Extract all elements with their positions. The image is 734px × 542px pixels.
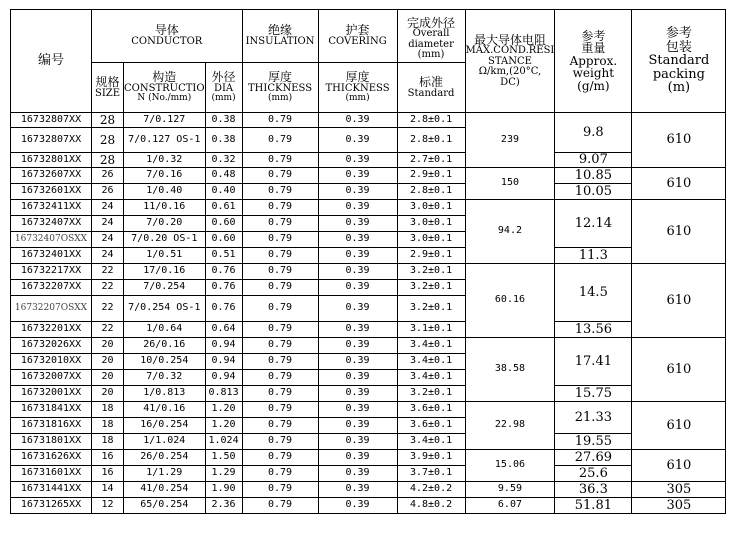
cell-size: 18 [92, 402, 124, 418]
cell-packing: 305 [632, 498, 726, 514]
cell-id: 16731265XX [11, 498, 92, 514]
header-std-cn: 标准 [419, 74, 444, 89]
cell-size: 16 [92, 450, 124, 466]
table-row [11, 450, 726, 466]
cell-ins-thickness: 0.79 [242, 466, 318, 482]
cell-weight: 27.69 [555, 450, 632, 466]
cell-dia: 0.61 [205, 200, 242, 216]
header-cov-thk-unit: (mm) [345, 93, 370, 104]
cell-id: 16732401XX [11, 248, 92, 264]
cell-cov-thickness: 0.39 [318, 482, 397, 498]
cell-ins-thickness: 0.79 [242, 128, 318, 153]
cell-cov-thickness: 0.39 [318, 153, 397, 168]
cell-ins-thickness: 0.79 [242, 264, 318, 280]
cell-overall-diameter: 3.0±0.1 [397, 200, 465, 216]
cell-weight: 9.07 [555, 153, 632, 168]
cell-id: 16732207OSXX [11, 296, 92, 322]
cell-resistance: 239 [465, 113, 555, 168]
cell-construction: 16/0.254 [124, 418, 206, 434]
cell-cov-thickness: 0.39 [318, 386, 397, 402]
cell-cov-thickness: 0.39 [318, 434, 397, 450]
cell-ins-thickness: 0.79 [242, 153, 318, 168]
cell-overall-diameter: 4.8±0.2 [397, 498, 465, 514]
header-size [92, 63, 124, 113]
cell-weight: 51.81 [555, 498, 632, 514]
header-overall-en3: (mm) [417, 49, 445, 61]
cell-packing: 610 [632, 450, 726, 482]
cell-overall-diameter: 2.8±0.1 [397, 128, 465, 153]
cell-construction: 65/0.254 [124, 498, 206, 514]
cell-overall-diameter: 2.7±0.1 [397, 153, 465, 168]
header-insulation [242, 10, 318, 63]
header-constr-cn: 构造 [152, 70, 177, 85]
cell-size: 24 [92, 200, 124, 216]
cell-construction: 7/0.254 OS-1 [124, 296, 206, 322]
cell-weight: 19.55 [555, 434, 632, 450]
header-dia [205, 63, 242, 113]
header-weight-en1: Approx. [569, 53, 618, 68]
table-row [11, 466, 726, 482]
header-maxres-en1: MAX.COND.RESI [465, 45, 555, 57]
cell-weight: 10.85 [555, 168, 632, 184]
cell-cov-thickness: 0.39 [318, 113, 397, 128]
table-row [11, 338, 726, 354]
cell-size: 18 [92, 434, 124, 450]
cell-dia: 0.94 [205, 354, 242, 370]
cell-size: 28 [92, 128, 124, 153]
cell-weight: 13.56 [555, 322, 632, 338]
cell-construction: 1/0.813 [124, 386, 206, 402]
header-row-1 [11, 10, 726, 63]
cell-ins-thickness: 0.79 [242, 386, 318, 402]
cell-dia: 0.38 [205, 113, 242, 128]
header-pack-en1: Standard [648, 53, 710, 69]
cell-size: 26 [92, 184, 124, 200]
cell-ins-thickness: 0.79 [242, 354, 318, 370]
cell-ins-thickness: 0.79 [242, 184, 318, 200]
cell-dia: 0.40 [205, 184, 242, 200]
cell-resistance: 6.07 [465, 498, 555, 514]
cell-ins-thickness: 0.79 [242, 450, 318, 466]
cell-ins-thickness: 0.79 [242, 248, 318, 264]
cell-id: 16731626XX [11, 450, 92, 466]
header-overall-cn: 完成外径 [407, 15, 456, 30]
cell-ins-thickness: 0.79 [242, 232, 318, 248]
header-weight-cn1: 参考 [581, 28, 606, 43]
header-cov-thickness [318, 63, 397, 113]
cell-overall-diameter: 3.2±0.1 [397, 296, 465, 322]
cell-packing: 610 [632, 168, 726, 200]
cell-size: 28 [92, 153, 124, 168]
cell-construction: 11/0.16 [124, 200, 206, 216]
cell-weight: 9.8 [555, 113, 632, 153]
cell-packing: 610 [632, 200, 726, 264]
cell-dia: 0.76 [205, 280, 242, 296]
cell-ins-thickness: 0.79 [242, 418, 318, 434]
cell-dia: 0.32 [205, 153, 242, 168]
cell-construction: 41/0.254 [124, 482, 206, 498]
cell-cov-thickness: 0.39 [318, 466, 397, 482]
table-row [11, 200, 726, 216]
header-pack-en3: (m) [667, 80, 691, 96]
cell-dia: 0.64 [205, 322, 242, 338]
cell-cov-thickness: 0.39 [318, 296, 397, 322]
cell-resistance: 38.58 [465, 338, 555, 402]
header-cov-thk-en: THICKNESS [325, 82, 390, 94]
header-maxres-en2: STANCE [488, 55, 532, 67]
cell-construction: 1/0.40 [124, 184, 206, 200]
cell-packing: 610 [632, 338, 726, 402]
cell-cov-thickness: 0.39 [318, 232, 397, 248]
cell-id: 16732807XX [11, 113, 92, 128]
cell-id: 16732026XX [11, 338, 92, 354]
cell-construction: 1/0.32 [124, 153, 206, 168]
cell-id: 16732010XX [11, 354, 92, 370]
header-insulation-cn: 绝缘 [268, 23, 293, 38]
cell-resistance: 150 [465, 168, 555, 200]
header-pack-cn1: 参考 [665, 25, 692, 41]
cell-cov-thickness: 0.39 [318, 200, 397, 216]
cell-size: 20 [92, 386, 124, 402]
cell-weight: 12.14 [555, 200, 632, 248]
cell-size: 20 [92, 370, 124, 386]
header-dia-cn: 外径 [211, 70, 236, 85]
cell-overall-diameter: 2.8±0.1 [397, 184, 465, 200]
header-covering-cn: 护套 [345, 23, 370, 38]
table-row [11, 168, 726, 184]
cell-id: 16731816XX [11, 418, 92, 434]
cell-weight: 11.3 [555, 248, 632, 264]
header-dia-en1: DIA [213, 82, 234, 94]
cell-overall-diameter: 3.4±0.1 [397, 370, 465, 386]
cell-weight: 14.5 [555, 264, 632, 322]
cell-size: 24 [92, 232, 124, 248]
cell-dia: 1.024 [205, 434, 242, 450]
cell-dia: 0.38 [205, 128, 242, 153]
header-weight [555, 10, 632, 113]
cell-packing: 610 [632, 264, 726, 338]
header-pack-cn2: 包装 [665, 39, 692, 55]
header-cov-thk-cn: 厚度 [345, 70, 370, 85]
cell-construction: 17/0.16 [124, 264, 206, 280]
cell-cov-thickness: 0.39 [318, 450, 397, 466]
cell-overall-diameter: 3.6±0.1 [397, 418, 465, 434]
cell-id: 16731801XX [11, 434, 92, 450]
cell-weight: 15.75 [555, 386, 632, 402]
header-size-cn: 规格 [95, 74, 120, 89]
cell-id: 16732807XX [11, 128, 92, 153]
cell-overall-diameter: 3.2±0.1 [397, 264, 465, 280]
cell-weight: 36.3 [555, 482, 632, 498]
cell-overall-diameter: 3.7±0.1 [397, 466, 465, 482]
cell-overall-diameter: 2.8±0.1 [397, 113, 465, 128]
cell-dia: 1.20 [205, 402, 242, 418]
cell-id: 16732001XX [11, 386, 92, 402]
cell-dia: 1.29 [205, 466, 242, 482]
header-packing [632, 10, 726, 113]
cell-resistance: 60.16 [465, 264, 555, 338]
cell-construction: 7/0.20 OS-1 [124, 232, 206, 248]
table-row [11, 386, 726, 402]
cell-overall-diameter: 3.2±0.1 [397, 280, 465, 296]
cell-dia: 1.90 [205, 482, 242, 498]
header-overall-en1: Overall [412, 28, 450, 40]
cell-weight: 21.33 [555, 402, 632, 434]
cell-id: 16731601XX [11, 466, 92, 482]
cell-cov-thickness: 0.39 [318, 168, 397, 184]
cell-ins-thickness: 0.79 [242, 216, 318, 232]
cell-weight: 10.05 [555, 184, 632, 200]
table-row [11, 153, 726, 168]
cell-resistance: 15.06 [465, 450, 555, 482]
cell-overall-diameter: 3.6±0.1 [397, 402, 465, 418]
table-row [11, 482, 726, 498]
cell-construction: 1/1.024 [124, 434, 206, 450]
cell-size: 28 [92, 113, 124, 128]
cell-ins-thickness: 0.79 [242, 370, 318, 386]
cell-overall-diameter: 3.4±0.1 [397, 354, 465, 370]
header-ins-thk-en: THICKNESS [248, 82, 313, 94]
cell-construction: 26/0.254 [124, 450, 206, 466]
table-row [11, 322, 726, 338]
cell-ins-thickness: 0.79 [242, 482, 318, 498]
cell-ins-thickness: 0.79 [242, 338, 318, 354]
cell-cov-thickness: 0.39 [318, 264, 397, 280]
cell-dia: 0.60 [205, 216, 242, 232]
cell-construction: 7/0.20 [124, 216, 206, 232]
cell-cov-thickness: 0.39 [318, 354, 397, 370]
header-weight-cn2: 重量 [581, 41, 606, 56]
cell-resistance: 9.59 [465, 482, 555, 498]
table-row [11, 264, 726, 280]
header-constr-en1: CONSTRUCTIO [124, 82, 205, 94]
cell-overall-diameter: 2.9±0.1 [397, 168, 465, 184]
cell-id: 16732407OSXX [11, 232, 92, 248]
cell-ins-thickness: 0.79 [242, 200, 318, 216]
cell-ins-thickness: 0.79 [242, 402, 318, 418]
table-row [11, 248, 726, 264]
cell-size: 22 [92, 280, 124, 296]
cell-overall-diameter: 4.2±0.2 [397, 482, 465, 498]
cell-construction: 10/0.254 [124, 354, 206, 370]
header-overall-diameter [397, 10, 465, 63]
header-maxres-en4: DC) [500, 76, 520, 88]
cell-construction: 7/0.254 [124, 280, 206, 296]
header-overall-en2: diameter [408, 38, 454, 50]
header-construction [124, 63, 206, 113]
cell-id: 16731441XX [11, 482, 92, 498]
cell-overall-diameter: 3.0±0.1 [397, 216, 465, 232]
cell-ins-thickness: 0.79 [242, 280, 318, 296]
cell-id: 16732411XX [11, 200, 92, 216]
header-maxres-en3: Ω/km,(20°C, [478, 66, 542, 78]
cell-size: 20 [92, 354, 124, 370]
cell-size: 22 [92, 322, 124, 338]
cell-construction: 1/0.64 [124, 322, 206, 338]
cell-size: 22 [92, 264, 124, 280]
cell-cov-thickness: 0.39 [318, 184, 397, 200]
cell-cov-thickness: 0.39 [318, 370, 397, 386]
cell-ins-thickness: 0.79 [242, 434, 318, 450]
cell-overall-diameter: 3.1±0.1 [397, 322, 465, 338]
cell-construction: 1/0.51 [124, 248, 206, 264]
cell-id: 16732217XX [11, 264, 92, 280]
cable-spec-table [10, 9, 726, 514]
cell-overall-diameter: 3.9±0.1 [397, 450, 465, 466]
cell-dia: 0.94 [205, 338, 242, 354]
cell-id: 16732601XX [11, 184, 92, 200]
table-row [11, 498, 726, 514]
cell-ins-thickness: 0.79 [242, 322, 318, 338]
cell-dia: 0.60 [205, 232, 242, 248]
header-ins-thickness [242, 63, 318, 113]
cell-id: 16731841XX [11, 402, 92, 418]
header-max-resistance [465, 10, 555, 113]
cell-cov-thickness: 0.39 [318, 280, 397, 296]
header-standard [397, 63, 465, 113]
cell-cov-thickness: 0.39 [318, 418, 397, 434]
cell-construction: 7/0.16 [124, 168, 206, 184]
cell-size: 24 [92, 216, 124, 232]
cell-packing: 610 [632, 402, 726, 450]
header-covering-en: COVERING [328, 36, 387, 48]
cell-dia: 0.51 [205, 248, 242, 264]
cell-dia: 1.20 [205, 418, 242, 434]
cell-id: 16732407XX [11, 216, 92, 232]
cell-weight: 25.6 [555, 466, 632, 482]
cell-cov-thickness: 0.39 [318, 128, 397, 153]
cell-resistance: 22.98 [465, 402, 555, 450]
cell-size: 26 [92, 168, 124, 184]
table-row [11, 184, 726, 200]
header-constr-en2: N (No./mm) [137, 93, 192, 104]
cell-dia: 0.48 [205, 168, 242, 184]
cell-size: 12 [92, 498, 124, 514]
header-dia-en2: (mm) [211, 93, 236, 104]
cell-dia: 2.36 [205, 498, 242, 514]
cell-cov-thickness: 0.39 [318, 216, 397, 232]
table-row [11, 113, 726, 128]
cell-size: 22 [92, 296, 124, 322]
cell-overall-diameter: 3.0±0.1 [397, 232, 465, 248]
header-conductor-en: CONDUCTOR [131, 36, 203, 48]
cell-ins-thickness: 0.79 [242, 498, 318, 514]
cell-ins-thickness: 0.79 [242, 168, 318, 184]
cell-construction: 7/0.32 [124, 370, 206, 386]
cell-weight: 17.41 [555, 338, 632, 386]
cell-size: 20 [92, 338, 124, 354]
cell-dia: 0.94 [205, 370, 242, 386]
cell-overall-diameter: 3.4±0.1 [397, 434, 465, 450]
cell-packing: 305 [632, 482, 726, 498]
cell-ins-thickness: 0.79 [242, 296, 318, 322]
cell-cov-thickness: 0.39 [318, 402, 397, 418]
cell-overall-diameter: 2.9±0.1 [397, 248, 465, 264]
cell-size: 16 [92, 466, 124, 482]
cell-ins-thickness: 0.79 [242, 113, 318, 128]
cell-dia: 0.813 [205, 386, 242, 402]
cell-size: 24 [92, 248, 124, 264]
cell-resistance: 94.2 [465, 200, 555, 264]
cell-dia: 0.76 [205, 264, 242, 280]
cell-construction: 7/0.127 OS-1 [124, 128, 206, 153]
table-row [11, 402, 726, 418]
cell-id: 16732207XX [11, 280, 92, 296]
header-pack-en2: packing [652, 66, 705, 82]
cell-dia: 0.76 [205, 296, 242, 322]
header-covering [318, 10, 397, 63]
cell-id: 16732607XX [11, 168, 92, 184]
cell-overall-diameter: 3.4±0.1 [397, 338, 465, 354]
cell-cov-thickness: 0.39 [318, 322, 397, 338]
cell-id: 16732801XX [11, 153, 92, 168]
header-conductor-cn: 导体 [154, 23, 179, 38]
cell-cov-thickness: 0.39 [318, 498, 397, 514]
cell-size: 18 [92, 418, 124, 434]
header-size-en: SIZE [94, 87, 121, 99]
cell-construction: 1/1.29 [124, 466, 206, 482]
header-weight-en3: (g/m) [577, 78, 610, 93]
header-maxres-cn: 最大导体电阻 [473, 32, 546, 47]
cell-id: 16732201XX [11, 322, 92, 338]
header-ins-thk-unit: (mm) [268, 93, 293, 104]
cell-cov-thickness: 0.39 [318, 338, 397, 354]
spec-table-wrapper [10, 9, 726, 514]
cell-construction: 41/0.16 [124, 402, 206, 418]
cell-size: 14 [92, 482, 124, 498]
header-conductor [92, 10, 243, 63]
header-id: 编号 [11, 10, 92, 113]
cell-construction: 7/0.127 [124, 113, 206, 128]
header-weight-en2: weight [572, 66, 615, 81]
header-std-en: Standard [407, 87, 455, 99]
cell-construction: 26/0.16 [124, 338, 206, 354]
header-insulation-en: INSULATION [245, 36, 315, 48]
header-ins-thk-cn: 厚度 [268, 70, 293, 85]
cell-cov-thickness: 0.39 [318, 248, 397, 264]
cell-packing: 610 [632, 113, 726, 168]
cell-overall-diameter: 3.2±0.1 [397, 386, 465, 402]
table-row [11, 434, 726, 450]
cell-id: 16732007XX [11, 370, 92, 386]
cell-dia: 1.50 [205, 450, 242, 466]
